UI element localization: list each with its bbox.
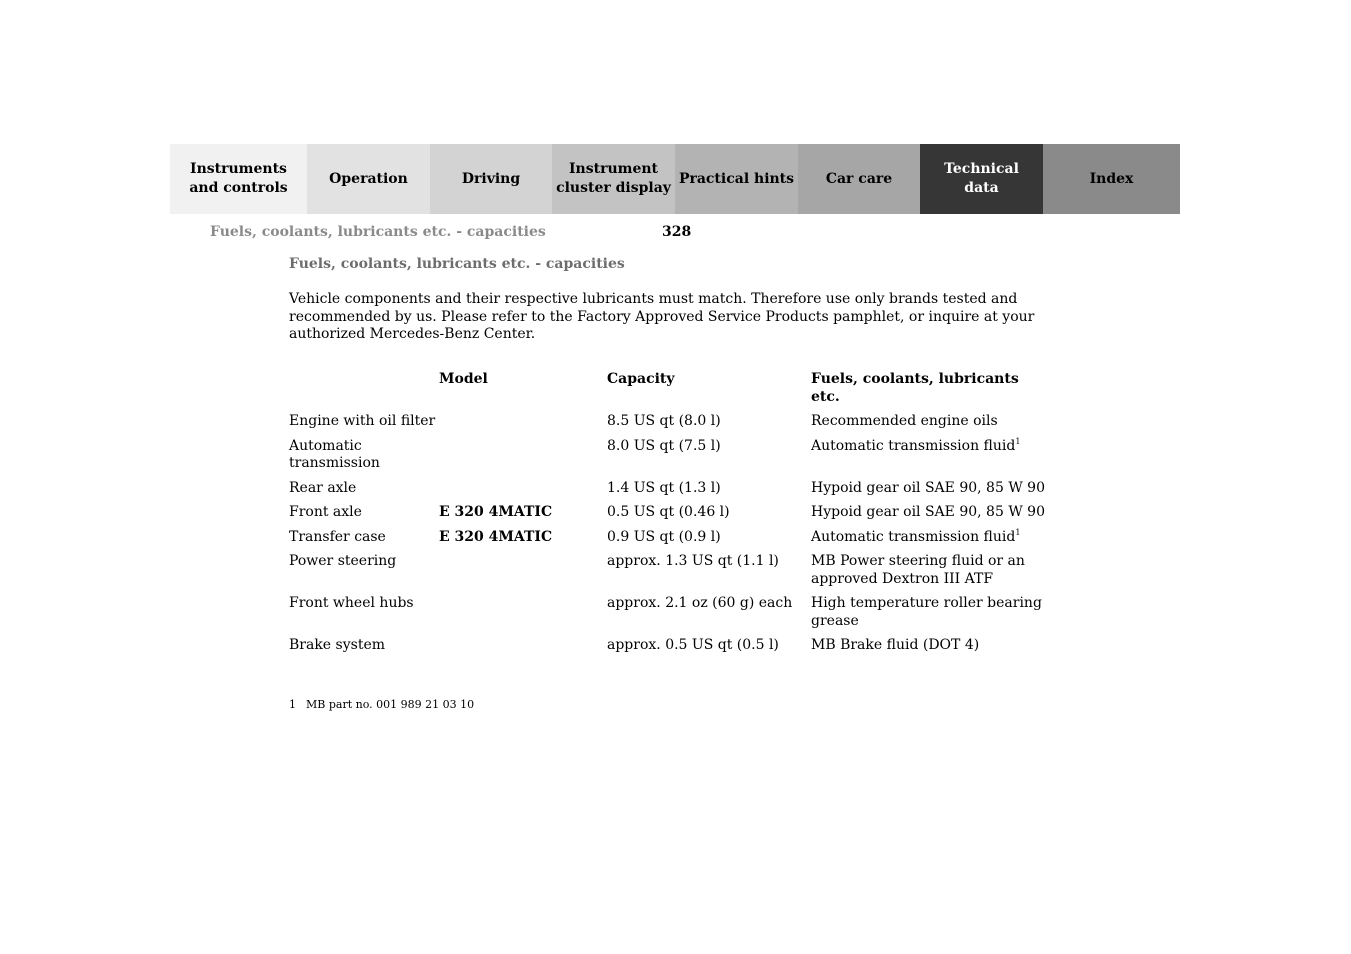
cell-fluid-text: Hypoid gear oil SAE 90, 85 W 90 xyxy=(811,504,1045,520)
footnote-marker: 1 xyxy=(1015,436,1021,446)
column-header-model: Model xyxy=(439,371,488,387)
nav-tab-car-care[interactable] xyxy=(798,144,920,214)
cell-fluid-text: MB Brake fluid (DOT 4) xyxy=(811,637,980,653)
running-header-title: Fuels, coolants, lubricants etc. - capacities xyxy=(210,224,546,240)
cell-capacity-text: 0.9 US qt (0.9 l) xyxy=(607,528,721,545)
cell-capacity xyxy=(607,529,811,554)
cell-component xyxy=(289,504,439,529)
cell-model xyxy=(439,480,607,505)
cell-component-text: Rear axle xyxy=(289,479,357,496)
cell-fluid-text: Automatic transmission fluid xyxy=(811,437,1016,454)
nav-tab-label: Index xyxy=(1089,170,1134,187)
column-header-capacity: Capacity xyxy=(607,371,675,387)
footnote xyxy=(289,698,474,711)
section-title: Fuels, coolants, lubricants etc. - capacities xyxy=(289,256,625,272)
nav-tab-label: Driving xyxy=(461,170,521,187)
column-header-fluid: Fuels, coolants, lubricants etc. xyxy=(811,371,1019,405)
cell-component-text: Brake system xyxy=(289,637,386,653)
table-row xyxy=(289,480,1049,505)
cell-capacity xyxy=(607,504,811,529)
cell-component xyxy=(289,637,439,662)
cell-component xyxy=(289,438,439,480)
nav-tab-practical-hints[interactable] xyxy=(675,144,798,214)
cell-capacity-text: 8.0 US qt (7.5 l) xyxy=(607,437,721,454)
cell-model xyxy=(439,504,607,529)
nav-tab-label: Operation xyxy=(329,170,408,187)
cell-model-text: E 320 4MATIC xyxy=(439,504,553,520)
cell-capacity-text: 1.4 US qt (1.3 l) xyxy=(607,479,721,496)
cell-capacity xyxy=(607,438,811,480)
table-row xyxy=(289,637,1049,662)
section-nav-bar xyxy=(170,144,1180,214)
cell-capacity-text: 0.5 US qt (0.46 l) xyxy=(607,504,730,520)
nav-tab-operation[interactable] xyxy=(307,144,430,214)
cell-fluid-text: High temperature roller bearing grease xyxy=(811,595,1042,629)
nav-tab-instrument-cluster-display[interactable] xyxy=(552,144,675,214)
nav-tab-label: Instrument cluster display xyxy=(556,161,671,196)
cell-fluid xyxy=(811,413,1049,438)
cell-capacity xyxy=(607,637,811,662)
cell-component-text: Transfer case xyxy=(289,528,386,545)
cell-fluid xyxy=(811,504,1049,529)
cell-component-text: Front axle xyxy=(289,504,362,520)
cell-fluid-text: Automatic transmission fluid xyxy=(811,528,1016,545)
table-row xyxy=(289,504,1049,529)
nav-tab-label: Practical hints xyxy=(678,170,795,187)
capacities-table xyxy=(289,369,1049,662)
intro-paragraph: Vehicle components and their respective lubricants must match. Therefore use only brands tested and recommended by us. Please refer to the Factory Approved Service Products pamphlet, or inquire at your authorized Mercedes-Benz Center. xyxy=(289,291,1035,342)
footnote-number: 1 xyxy=(289,698,296,711)
page-number: 328 xyxy=(662,224,692,240)
nav-tab-label: Technical data xyxy=(944,161,1019,196)
cell-component-text: Engine with oil filter xyxy=(289,413,436,429)
cell-component xyxy=(289,480,439,505)
cell-fluid-text: Recommended engine oils xyxy=(811,413,998,429)
cell-fluid xyxy=(811,480,1049,505)
nav-tab-instruments-and-controls[interactable] xyxy=(170,144,307,214)
cell-model-text: E 320 4MATIC xyxy=(439,528,553,545)
table-row xyxy=(289,413,1049,438)
cell-capacity-text: approx. 2.1 oz (60 g) each xyxy=(607,595,793,611)
cell-fluid xyxy=(811,637,1049,662)
nav-tab-label: Car care xyxy=(825,170,893,187)
cell-component-text: Front wheel hubs xyxy=(289,595,414,611)
cell-model xyxy=(439,529,607,554)
cell-component-text: Automatic transmission xyxy=(289,437,380,471)
cell-model xyxy=(439,553,607,595)
table-row xyxy=(289,553,1049,595)
footnote-marker: 1 xyxy=(1015,527,1021,537)
column-header-component xyxy=(289,369,439,413)
cell-capacity xyxy=(607,553,811,595)
cell-capacity xyxy=(607,480,811,505)
cell-component xyxy=(289,595,439,637)
cell-fluid xyxy=(811,529,1049,554)
cell-fluid xyxy=(811,438,1049,480)
table-row xyxy=(289,595,1049,637)
cell-fluid xyxy=(811,595,1049,637)
nav-tab-technical-data[interactable] xyxy=(920,144,1043,214)
cell-component-text: Power steering xyxy=(289,553,397,569)
cell-capacity xyxy=(607,595,811,637)
cell-fluid xyxy=(811,553,1049,595)
nav-tab-index[interactable] xyxy=(1043,144,1180,214)
cell-capacity-text: approx. 0.5 US qt (0.5 l) xyxy=(607,637,779,653)
table-row xyxy=(289,438,1049,480)
nav-tab-label: Instruments and controls xyxy=(189,161,288,196)
footnote-text: MB part no. 001 989 21 03 10 xyxy=(306,698,475,711)
table-header-row xyxy=(289,369,1049,413)
cell-component xyxy=(289,529,439,554)
cell-component xyxy=(289,553,439,595)
cell-capacity xyxy=(607,413,811,438)
cell-model xyxy=(439,438,607,480)
cell-fluid-text: MB Power steering fluid or an approved Dextron III ATF xyxy=(811,553,1025,587)
cell-model xyxy=(439,413,607,438)
nav-tab-driving[interactable] xyxy=(430,144,552,214)
table-body xyxy=(289,413,1049,662)
cell-fluid-text: Hypoid gear oil SAE 90, 85 W 90 xyxy=(811,479,1045,496)
cell-capacity-text: 8.5 US qt (8.0 l) xyxy=(607,413,721,429)
table-row xyxy=(289,529,1049,554)
cell-model xyxy=(439,637,607,662)
cell-model xyxy=(439,595,607,637)
cell-capacity-text: approx. 1.3 US qt (1.1 l) xyxy=(607,553,779,569)
cell-component xyxy=(289,413,439,438)
